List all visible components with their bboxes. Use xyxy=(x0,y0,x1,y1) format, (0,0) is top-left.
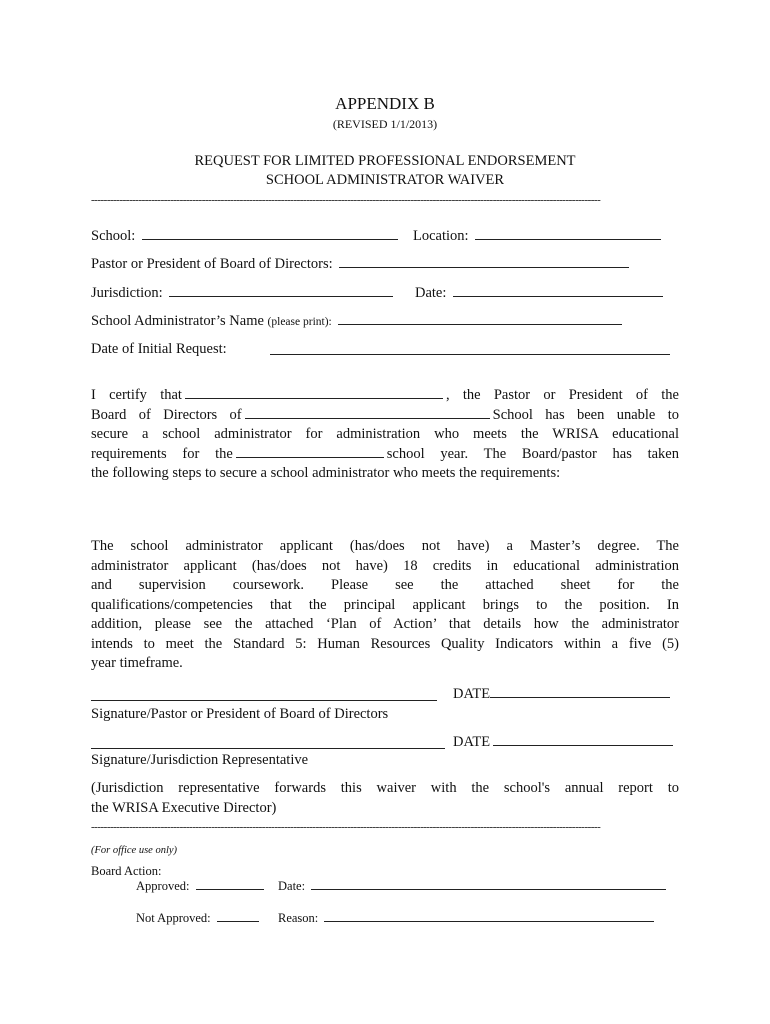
certify-paragraph xyxy=(91,386,679,484)
certify-text: Board of Directors of xyxy=(91,406,242,423)
sig2-date-label: DATE xyxy=(453,734,491,750)
certify-text: School has been unable to xyxy=(492,406,679,423)
applicant-line: intends to meet the Standard 5: Human Resources Quality Indicators within a five (5) xyxy=(91,635,679,652)
approved-field[interactable] xyxy=(196,888,264,890)
applicant-line: year timeframe. xyxy=(91,655,183,671)
sig2-date-field[interactable] xyxy=(493,744,673,746)
date-row xyxy=(415,285,666,302)
sig1-date-label: DATE xyxy=(453,686,491,702)
form-title-line1: REQUEST FOR LIMITED PROFESSIONAL ENDORSEMENT xyxy=(194,153,576,169)
admin-name-row xyxy=(91,313,625,330)
school-row xyxy=(91,228,401,245)
sig1-date-row xyxy=(453,686,673,703)
approved-label: Approved: xyxy=(136,879,190,893)
certify-line-4 xyxy=(91,445,679,465)
board-name-blank[interactable] xyxy=(245,417,490,419)
certify-text: I certify that xyxy=(91,387,182,403)
pastor-label: Pastor or President of Board of Directors: xyxy=(91,256,333,272)
separator-bottom: ----------------------------------------------------------------------------------------------------------------------------------------------------------------- xyxy=(91,821,601,833)
pastor-field[interactable] xyxy=(339,266,629,268)
not-approved-field[interactable] xyxy=(217,920,259,922)
jurisdiction-row xyxy=(91,285,396,302)
certify-line-2 xyxy=(91,406,679,426)
pastor-name-blank[interactable] xyxy=(185,397,443,399)
jurisdiction-field[interactable] xyxy=(169,295,393,297)
applicant-line: The school administrator applicant (has/does not have) a Master’s degree. The xyxy=(91,538,679,554)
not-approved-label: Not Approved: xyxy=(136,911,211,925)
sig1-date-field[interactable] xyxy=(490,696,670,698)
initial-request-field[interactable] xyxy=(270,353,670,355)
school-field[interactable] xyxy=(142,238,398,240)
reason-row xyxy=(278,911,657,926)
board-action-label: Board Action: xyxy=(91,864,162,878)
initial-request-row xyxy=(91,341,227,358)
date-field[interactable] xyxy=(453,295,663,297)
office-date-field[interactable] xyxy=(311,888,666,890)
revised-date: (REVISED 1/1/2013) xyxy=(332,117,438,131)
date-label: Date: xyxy=(415,285,447,301)
note-line: the WRISA Executive Director) xyxy=(91,799,277,816)
pastor-row xyxy=(91,256,632,273)
signature-pastor-field[interactable] xyxy=(91,699,437,701)
certify-line-1 xyxy=(91,386,679,406)
certify-line-5: the following steps to secure a school administrator who meets the requirements: xyxy=(91,465,561,481)
jurisdiction-note xyxy=(91,779,679,818)
school-year-blank[interactable] xyxy=(236,456,384,458)
certify-line-3: secure a school administrator for administration who meets the WRISA educational xyxy=(91,426,679,442)
applicant-line: addition, please see the attached ‘Plan of Action’ that details how the administrator xyxy=(91,616,679,632)
office-date-label: Date: xyxy=(278,879,306,893)
applicant-paragraph xyxy=(91,537,679,674)
location-label: Location: xyxy=(413,228,469,244)
certify-text: school year. The Board/pastor has taken xyxy=(386,445,679,462)
form-title-line2: SCHOOL ADMINISTRATOR WAIVER xyxy=(265,172,505,188)
sig2-date-row xyxy=(453,734,676,751)
admin-name-field[interactable] xyxy=(338,323,622,325)
approved-row xyxy=(136,879,267,894)
signature-jurisdiction-field[interactable] xyxy=(91,747,445,749)
certify-text: requirements for the xyxy=(91,445,233,462)
appendix-title: APPENDIX B xyxy=(335,94,435,113)
admin-name-hint: (please print): xyxy=(267,316,332,328)
office-use-hint: (For office use only) xyxy=(91,845,178,856)
location-row xyxy=(413,228,664,245)
jurisdiction-label: Jurisdiction: xyxy=(91,285,163,301)
school-label: School: xyxy=(91,228,136,244)
office-date-row xyxy=(278,879,669,894)
not-approved-row xyxy=(136,911,262,926)
admin-name-label: School Administrator’s Name xyxy=(91,313,264,329)
applicant-line: administrator applicant (has/does not have) 18 credits in educational administration xyxy=(91,557,679,574)
applicant-line: qualifications/competencies that the principal applicant brings to the position. In xyxy=(91,596,679,613)
applicant-line: and supervision coursework. Please see the attached sheet for the xyxy=(91,577,679,593)
certify-text: , the Pastor or President of the xyxy=(445,387,679,403)
location-field[interactable] xyxy=(475,238,661,240)
note-line: (Jurisdiction representative forwards this waiver with the school's annual report to xyxy=(91,780,679,796)
sig2-label: Signature/Jurisdiction Representative xyxy=(91,752,309,768)
sig1-label: Signature/Pastor or President of Board of Directors xyxy=(91,706,389,722)
separator-top: ----------------------------------------------------------------------------------------------------------------------------------------------------------------- xyxy=(91,194,601,206)
reason-field[interactable] xyxy=(324,920,654,922)
initial-request-label: Date of Initial Request: xyxy=(91,341,227,357)
reason-label: Reason: xyxy=(278,911,319,925)
